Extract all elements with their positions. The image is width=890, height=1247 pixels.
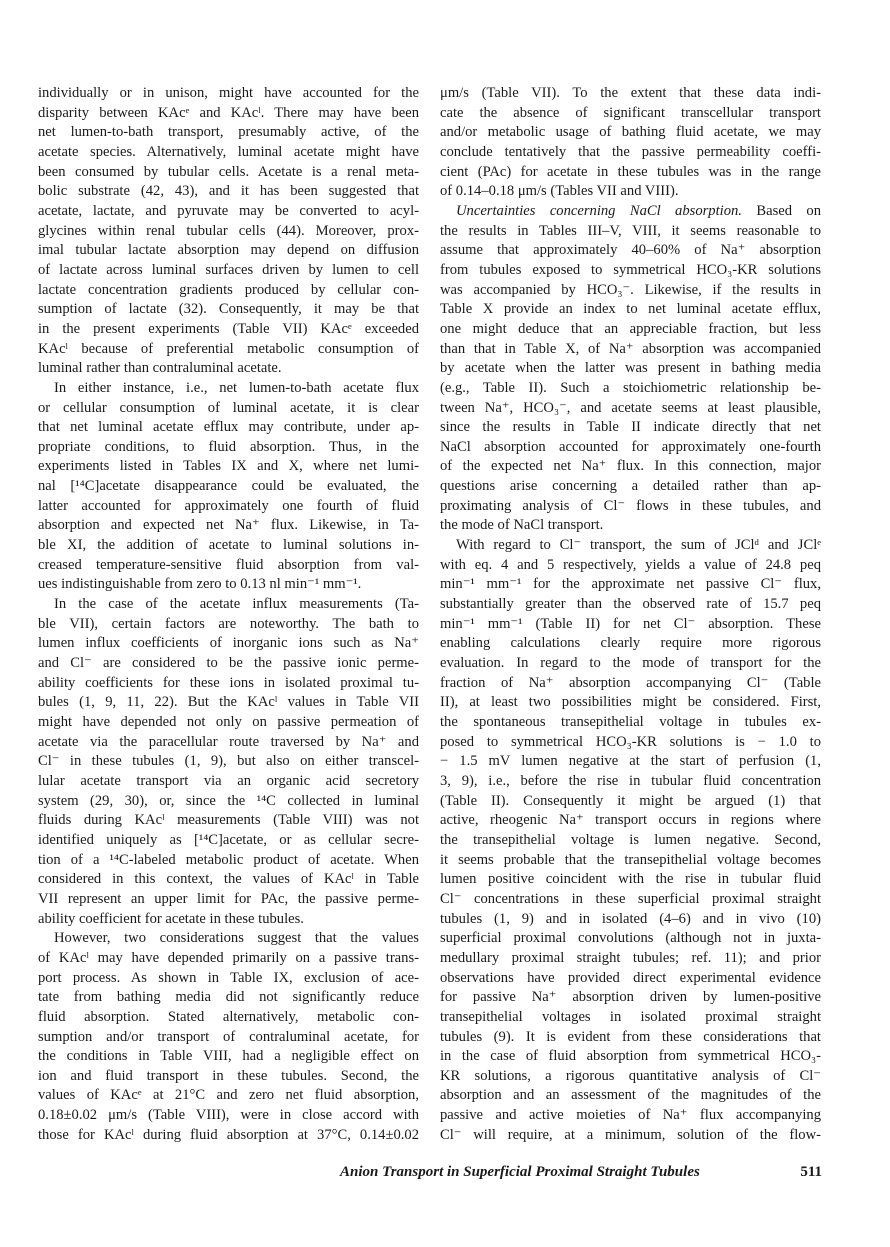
text-line: from tubules exposed to symmetrical HCO₃-KR solutions: [440, 261, 821, 278]
text-line: experiments listed in Tables IX and X, where net lumi-: [38, 458, 419, 475]
text-line: (e.g., Table II). Such a stoichiometric relationship be-: [440, 379, 821, 396]
text-line: acetate, lactate, and pyruvate may be converted to acyl-: [38, 202, 419, 219]
text-line: fluids during KAcˡ measurements (Table VIII) was not: [38, 812, 419, 829]
text-line: substantially greater than the observed rate of 15.7 peq: [440, 596, 821, 613]
text-line: lumen influx coefficients of inorganic ions such as Na⁺: [38, 635, 419, 652]
paragraph: [38, 84, 419, 379]
text-line: active, rheogenic Na⁺ transport occurs in regions where: [440, 812, 821, 829]
text-line: conclude tentatively that the passive permeability coeffi-: [440, 143, 821, 160]
text-line: questions arise concerning a detailed rather than ap-: [440, 478, 821, 495]
text-line: it seems probable that the transepithelial voltage becomes: [440, 851, 821, 868]
text-line: tween Na⁺, HCO₃⁻, and acetate seems at least plausible,: [440, 399, 821, 416]
text-line: port process. As shown in Table IX, exclusion of ace-: [38, 969, 419, 986]
paragraph: [38, 379, 419, 595]
text-line: μm/s (Table VII). To the extent that these data indi-: [440, 85, 821, 101]
text-line: fraction of Na⁺ absorption accompanying Cl⁻ (Table: [440, 674, 821, 691]
text-line: individually or in unison, might have accounted for the: [38, 85, 419, 101]
text-line: [440, 202, 821, 222]
text-line: been consumed by tubular cells. Acetate is a renal meta-: [38, 163, 419, 180]
section-heading: Uncertainties concerning NaCl absorption.: [456, 202, 742, 219]
text-line: lumen positive coincident with the rise in tubular fluid: [440, 871, 821, 888]
text-line: the mode of NaCl transport.: [440, 517, 604, 534]
text-line: of 0.14–0.18 μm/s (Tables VII and VIII).: [440, 183, 679, 200]
text-line: of the expected net Na⁺ flux. In this connection, major: [440, 458, 821, 475]
text-line: by acetate when the latter was present in bathing media: [440, 360, 821, 377]
left-column: [38, 84, 419, 1145]
text-line: ble XI, the addition of acetate to luminal solutions in-: [38, 537, 419, 554]
text-line: 0.18±0.02 μm/s (Table VIII), were in close accord with: [38, 1107, 419, 1124]
text-line: lactate concentration gradients produced by cellular con-: [38, 281, 419, 298]
text-line: of lactate across luminal surfaces driven by lumen to cell: [38, 261, 419, 278]
text-line: superficial proximal convolutions (although not in juxta-: [440, 930, 821, 947]
text-line: ion and fluid transport in these tubules. Second, the: [38, 1067, 419, 1084]
text-line: tate from bathing media did not significantly reduce: [38, 989, 419, 1006]
text-line: considered in this context, the values of KAcˡ in Table: [38, 871, 419, 888]
text-line: might have depended not only on passive permeation of: [38, 714, 419, 730]
text-line: or cellular consumption of luminal acetate, it is clear: [38, 399, 419, 416]
paragraph: [38, 929, 419, 1145]
text-line: Cl⁻ in these tubules (1, 9), but also on either transcel-: [38, 753, 419, 770]
text-line: In the case of the acetate influx measurements (Ta-: [54, 596, 419, 613]
text-line: acetate via the paracellular route traversed by Na⁺ and: [38, 733, 419, 750]
text-line: the results in Tables III–V, VIII, it seems reasonable to: [440, 222, 821, 239]
text-line: cient (PAc) for acetate in these tubules was in the range: [440, 163, 821, 180]
text-line: and Cl⁻ are considered to be the passive ionic perme-: [38, 655, 419, 672]
text-line: the conditions in Table VIII, had a negligible effect on: [38, 1048, 419, 1065]
text-line: tubules (1, 9) and in isolated (4–6) and in vivo (10): [440, 910, 821, 927]
text-line: Cl⁻ concentrations in these superficial proximal straight: [440, 890, 821, 907]
paragraph: [440, 84, 821, 202]
text-line: absorption and expected net Na⁺ flux. Likewise, in Ta-: [38, 517, 419, 534]
text-line: tion of a ¹⁴C-labeled metabolic product of acetate. When: [38, 851, 419, 868]
text-line: nal [¹⁴C]acetate disappearance could be evaluated, the: [38, 478, 419, 495]
text-line: ability coefficients for these ions in isolated proximal tu-: [38, 674, 419, 691]
text-line: However, two considerations suggest that the values: [54, 930, 419, 947]
text-line: creased temperature-sensitive fluid absorption from val-: [38, 556, 419, 573]
text-line: fluid absorption. Stated alternatively, metabolic con-: [38, 1008, 419, 1025]
text-line: absorption and an assessment of the magnitudes of the: [440, 1087, 821, 1104]
text-line: in the case of fluid absorption from symmetrical HCO₃-: [440, 1048, 821, 1065]
text-line: sumption and/or transport of contraluminal acetate, for: [38, 1028, 419, 1045]
page-number: 511: [800, 1164, 822, 1180]
text-line: VII represent an upper limit for PAc, the passive perme-: [38, 890, 419, 907]
text-line: KAcˡ because of preferential metabolic consumption of: [38, 340, 419, 357]
text-line: that net luminal acetate efflux may contribute, under ap-: [38, 419, 419, 436]
text-line: one might deduce that an appreciable fraction, but less: [440, 320, 821, 337]
text-line: tubules (9). It is evident from these considerations that: [440, 1028, 821, 1045]
text-line: than that in Table X, of Na⁺ absorption was accompanied: [440, 340, 821, 357]
text-line: passive and active moieties of Na⁺ flux accompanying: [440, 1107, 821, 1124]
text-line: ble VII), certain factors are noteworthy. The bath to: [38, 615, 419, 632]
text-line: with eq. 4 and 5 respectively, yields a value of 24.8 peq: [440, 556, 821, 573]
text-line: cate the absence of significant transcellular transport: [440, 104, 821, 121]
paragraph: [440, 202, 821, 536]
text-line: acetate species. Alternatively, luminal acetate might have: [38, 143, 419, 160]
text-line: disparity between KAcᵉ and KAcˡ. There may have been: [38, 104, 419, 121]
text-line: transepithelial voltages in isolated proximal straight: [440, 1008, 821, 1025]
text-line: propriate conditions, to fluid absorption. Thus, in the: [38, 438, 419, 455]
text-line: the spontaneous transepithelial voltage in tubules ex-: [440, 714, 821, 730]
text-line: With regard to Cl⁻ transport, the sum of JClᵈ and JClᵉ: [456, 537, 821, 554]
text-line: KR solutions, a rigorous quantitative analysis of Cl⁻: [440, 1067, 821, 1084]
text-line: latter accounted for approximately one fourth of fluid: [38, 497, 419, 514]
text-line: assume that approximately 40–60% of Na⁺ absorption: [440, 242, 821, 259]
text-line: lular acetate transport via an organic acid secretory: [38, 772, 419, 789]
running-title: Anion Transport in Superficial Proximal Straight Tubules: [340, 1164, 700, 1180]
text-line: bolic substrate (42, 43), and it has been suggested that: [38, 183, 419, 200]
text-line: since the results in Table II indicate directly that net: [440, 419, 821, 436]
text-line: glycines within renal tubular cells (44). Moreover, prox-: [38, 222, 419, 239]
text-line: observations have provided direct experimental evidence: [440, 969, 821, 986]
text-line: In either instance, i.e., net lumen-to-bath acetate flux: [54, 379, 419, 396]
text-line: (Table II). Consequently it might be argued (1) that: [440, 792, 821, 809]
text-line: min⁻¹ mm⁻¹ (Table II) for net Cl⁻ absorption. These: [440, 615, 821, 632]
text-line: identified uniquely as [¹⁴C]acetate, or as cellular secre-: [38, 831, 419, 848]
text-line: medullary proximal straight tubules; ref. 11); and prior: [440, 949, 821, 966]
text-line: net lumen-to-bath transport, presumably active, of the: [38, 124, 419, 141]
paragraph: [440, 536, 821, 1145]
text-line: ability coefficient for acetate in these tubules.: [38, 910, 304, 927]
paragraph: [38, 595, 419, 929]
text-line: the transepithelial voltage is lumen negative. Second,: [440, 831, 821, 848]
text-line: Cl⁻ will require, at a minimum, solution of the flow-: [440, 1126, 821, 1143]
text-line: and/or metabolic usage of bathing fluid acetate, we may: [440, 124, 821, 141]
text-line: posed to symmetrical HCO₃-KR solutions is − 1.0 to: [440, 733, 821, 750]
text-line: those for KAcˡ during fluid absorption at 37°C, 0.14±0.02: [38, 1126, 419, 1143]
text-line: ues indistinguishable from zero to 0.13 nl min⁻¹ mm⁻¹.: [38, 576, 362, 593]
text-line: Table X provide an index to net luminal acetate efflux,: [440, 301, 821, 318]
text-line: for passive Na⁺ absorption driven by lumen-positive: [440, 989, 821, 1006]
text-line: bules (1, 9, 11, 22). But the KAcˡ values in Table VII: [38, 694, 419, 711]
text-line: 3, 9), i.e., before the rise in tubular fluid concentration: [440, 772, 821, 789]
text-line: system (29, 30), or, since the ¹⁴C collected in luminal: [38, 792, 419, 809]
text-line: proximating analysis of Cl⁻ flows in these tubules, and: [440, 497, 821, 514]
text-line: − 1.5 mV lumen negative at the start of perfusion (1,: [440, 753, 821, 770]
text-line: evaluation. In regard to the mode of transport for the: [440, 655, 821, 672]
text-line: values of KAcᵉ at 21°C and zero net fluid absorption,: [38, 1087, 419, 1104]
right-column: [440, 84, 821, 1145]
text-line: was accompanied by HCO₃⁻. Likewise, if the results in: [440, 281, 821, 298]
text-line: enabling calculations clearly require more rigorous: [440, 635, 821, 652]
text-line: imal tubular lactate absorption may depend on diffusion: [38, 242, 419, 259]
text-line: min⁻¹ mm⁻¹ for the approximate net passive Cl⁻ flux,: [440, 576, 821, 593]
text-line: sumption of lactate (32). Consequently, it may be that: [38, 301, 419, 318]
text-line: NaCl absorption accounted for approximately one-fourth: [440, 438, 821, 455]
line-text: Based on: [741, 202, 821, 219]
text-line: II), at least two possibilities might be considered. First,: [440, 694, 821, 711]
text-line: in the present experiments (Table VII) KAcᵉ exceeded: [38, 320, 419, 337]
text-line: of KAcˡ may have depended primarily on a passive trans-: [38, 949, 419, 966]
text-line: luminal rather than contraluminal acetate.: [38, 360, 282, 377]
